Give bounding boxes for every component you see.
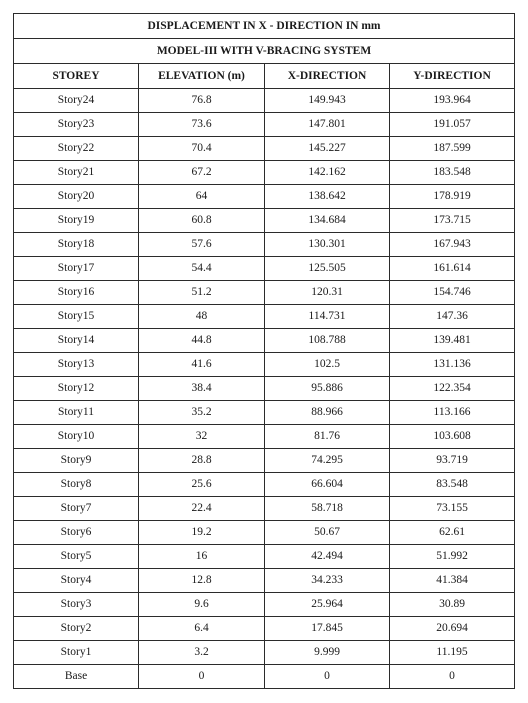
storey-cell: Story7	[14, 497, 139, 521]
elevation-cell: 41.6	[139, 353, 265, 377]
elevation-cell: 32	[139, 425, 265, 449]
y-direction-cell: 20.694	[390, 617, 515, 641]
x-direction-cell: 58.718	[265, 497, 390, 521]
y-direction-cell: 147.36	[390, 305, 515, 329]
elevation-cell: 6.4	[139, 617, 265, 641]
table-row	[14, 233, 515, 257]
elevation-cell: 22.4	[139, 497, 265, 521]
elevation-cell: 9.6	[139, 593, 265, 617]
elevation-cell: 38.4	[139, 377, 265, 401]
table-row	[14, 353, 515, 377]
x-direction-cell: 147.801	[265, 113, 390, 137]
y-direction-cell: 103.608	[390, 425, 515, 449]
table-row	[14, 89, 515, 113]
y-direction-cell: 191.057	[390, 113, 515, 137]
storey-cell: Story10	[14, 425, 139, 449]
table-subtitle: MODEL-III WITH V-BRACING SYSTEM	[14, 39, 515, 64]
x-direction-cell: 66.604	[265, 473, 390, 497]
table-row	[14, 329, 515, 353]
table-row	[14, 377, 515, 401]
y-direction-cell: 139.481	[390, 329, 515, 353]
x-direction-cell: 142.162	[265, 161, 390, 185]
storey-cell: Story20	[14, 185, 139, 209]
x-direction-cell: 102.5	[265, 353, 390, 377]
y-direction-cell: 173.715	[390, 209, 515, 233]
elevation-cell: 25.6	[139, 473, 265, 497]
y-direction-cell: 62.61	[390, 521, 515, 545]
x-direction-cell: 0	[265, 665, 390, 689]
table-row	[14, 257, 515, 281]
column-header-row	[14, 64, 515, 89]
y-direction-cell: 193.964	[390, 89, 515, 113]
x-direction-cell: 120.31	[265, 281, 390, 305]
table-row	[14, 617, 515, 641]
y-direction-cell: 178.919	[390, 185, 515, 209]
column-header-x-direction: X-DIRECTION	[265, 64, 390, 89]
elevation-cell: 73.6	[139, 113, 265, 137]
y-direction-cell: 122.354	[390, 377, 515, 401]
x-direction-cell: 130.301	[265, 233, 390, 257]
storey-cell: Story2	[14, 617, 139, 641]
table-row	[14, 185, 515, 209]
column-header-elevation: ELEVATION (m)	[139, 64, 265, 89]
y-direction-cell: 167.943	[390, 233, 515, 257]
x-direction-cell: 88.966	[265, 401, 390, 425]
elevation-cell: 70.4	[139, 137, 265, 161]
y-direction-cell: 187.599	[390, 137, 515, 161]
table-title-row	[14, 14, 515, 39]
elevation-cell: 54.4	[139, 257, 265, 281]
y-direction-cell: 73.155	[390, 497, 515, 521]
elevation-cell: 19.2	[139, 521, 265, 545]
storey-cell: Story4	[14, 569, 139, 593]
x-direction-cell: 42.494	[265, 545, 390, 569]
storey-cell: Base	[14, 665, 139, 689]
x-direction-cell: 74.295	[265, 449, 390, 473]
elevation-cell: 28.8	[139, 449, 265, 473]
x-direction-cell: 145.227	[265, 137, 390, 161]
storey-cell: Story16	[14, 281, 139, 305]
storey-cell: Story1	[14, 641, 139, 665]
x-direction-cell: 108.788	[265, 329, 390, 353]
elevation-cell: 48	[139, 305, 265, 329]
elevation-cell: 3.2	[139, 641, 265, 665]
x-direction-cell: 114.731	[265, 305, 390, 329]
y-direction-cell: 93.719	[390, 449, 515, 473]
table-row	[14, 449, 515, 473]
storey-cell: Story24	[14, 89, 139, 113]
table-row	[14, 473, 515, 497]
storey-cell: Story8	[14, 473, 139, 497]
y-direction-cell: 161.614	[390, 257, 515, 281]
table-row	[14, 209, 515, 233]
table-row	[14, 305, 515, 329]
y-direction-cell: 11.195	[390, 641, 515, 665]
displacement-table-container	[13, 13, 514, 689]
x-direction-cell: 134.684	[265, 209, 390, 233]
table-row	[14, 497, 515, 521]
storey-cell: Story13	[14, 353, 139, 377]
table-title: DISPLACEMENT IN X - DIRECTION IN mm	[14, 14, 515, 39]
x-direction-cell: 25.964	[265, 593, 390, 617]
storey-cell: Story17	[14, 257, 139, 281]
table-row	[14, 545, 515, 569]
table-body	[14, 89, 515, 689]
table-row	[14, 425, 515, 449]
elevation-cell: 44.8	[139, 329, 265, 353]
elevation-cell: 51.2	[139, 281, 265, 305]
storey-cell: Story6	[14, 521, 139, 545]
column-header-y-direction: Y-DIRECTION	[390, 64, 515, 89]
storey-cell: Story22	[14, 137, 139, 161]
table-row	[14, 569, 515, 593]
y-direction-cell: 30.89	[390, 593, 515, 617]
y-direction-cell: 131.136	[390, 353, 515, 377]
storey-cell: Story9	[14, 449, 139, 473]
storey-cell: Story19	[14, 209, 139, 233]
displacement-table	[13, 13, 515, 689]
x-direction-cell: 81.76	[265, 425, 390, 449]
x-direction-cell: 95.886	[265, 377, 390, 401]
elevation-cell: 12.8	[139, 569, 265, 593]
elevation-cell: 16	[139, 545, 265, 569]
y-direction-cell: 41.384	[390, 569, 515, 593]
storey-cell: Story5	[14, 545, 139, 569]
y-direction-cell: 154.746	[390, 281, 515, 305]
column-header-storey: STOREY	[14, 64, 139, 89]
storey-cell: Story11	[14, 401, 139, 425]
storey-cell: Story14	[14, 329, 139, 353]
y-direction-cell: 0	[390, 665, 515, 689]
elevation-cell: 0	[139, 665, 265, 689]
elevation-cell: 67.2	[139, 161, 265, 185]
table-row	[14, 641, 515, 665]
x-direction-cell: 17.845	[265, 617, 390, 641]
x-direction-cell: 50.67	[265, 521, 390, 545]
y-direction-cell: 113.166	[390, 401, 515, 425]
x-direction-cell: 125.505	[265, 257, 390, 281]
x-direction-cell: 9.999	[265, 641, 390, 665]
elevation-cell: 35.2	[139, 401, 265, 425]
elevation-cell: 64	[139, 185, 265, 209]
table-row	[14, 113, 515, 137]
table-row	[14, 401, 515, 425]
storey-cell: Story12	[14, 377, 139, 401]
elevation-cell: 76.8	[139, 89, 265, 113]
storey-cell: Story3	[14, 593, 139, 617]
elevation-cell: 60.8	[139, 209, 265, 233]
table-subtitle-row	[14, 39, 515, 64]
elevation-cell: 57.6	[139, 233, 265, 257]
storey-cell: Story15	[14, 305, 139, 329]
y-direction-cell: 83.548	[390, 473, 515, 497]
storey-cell: Story21	[14, 161, 139, 185]
x-direction-cell: 34.233	[265, 569, 390, 593]
x-direction-cell: 149.943	[265, 89, 390, 113]
storey-cell: Story23	[14, 113, 139, 137]
table-row	[14, 665, 515, 689]
table-row	[14, 521, 515, 545]
table-row	[14, 137, 515, 161]
x-direction-cell: 138.642	[265, 185, 390, 209]
y-direction-cell: 51.992	[390, 545, 515, 569]
table-row	[14, 593, 515, 617]
y-direction-cell: 183.548	[390, 161, 515, 185]
table-row	[14, 161, 515, 185]
storey-cell: Story18	[14, 233, 139, 257]
table-row	[14, 281, 515, 305]
